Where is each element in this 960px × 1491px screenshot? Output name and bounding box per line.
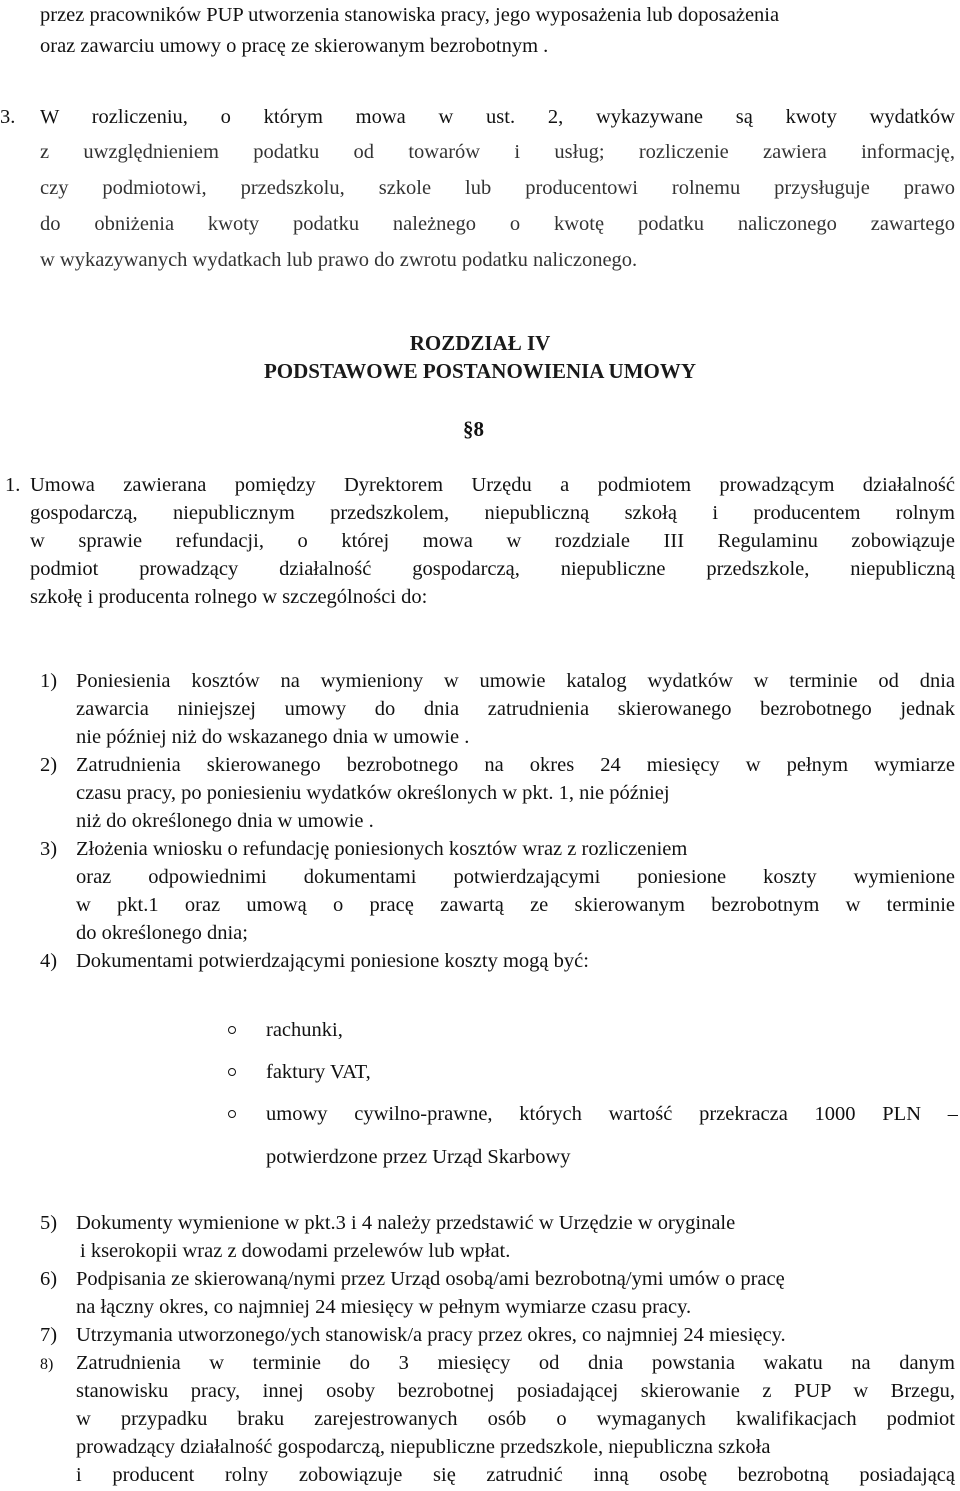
item-1-number: 1) bbox=[40, 670, 58, 692]
point-3-line-2: z uwzględnieniem podatku od towarów i usług; rozliczenie zawiera informację, bbox=[40, 141, 955, 163]
clause-1-line-3: w sprawie refundacji, o której mowa w rozdziale III Regulaminu zobowiązuje bbox=[30, 530, 955, 552]
item-3-line-4: do określonego dnia; bbox=[76, 922, 248, 944]
item-5-line-1: Dokumenty wymienione w pkt.3 i 4 należy przedstawić w Urzędzie w oryginale bbox=[76, 1212, 736, 1234]
point-3-line-3: czy podmiotowi, przedszkolu, szkole lub producentowi rolnemu przysługuje prawo bbox=[40, 177, 955, 199]
item-8-line-4: prowadzący działalność gospodarczą, niepubliczne przedszkole, niepubliczna szkoła bbox=[76, 1436, 771, 1458]
bullet-item-1: rachunki, bbox=[266, 1019, 343, 1041]
intro-line-2: oraz zawarciu umowy o pracę ze skierowanym bezrobotnym . bbox=[40, 35, 549, 57]
item-2-line-3: niż do określonego dnia w umowie . bbox=[76, 810, 374, 832]
item-2-line-2: czasu pracy, po poniesieniu wydatków określonych w pkt. 1, nie później bbox=[76, 782, 670, 804]
chapter-subtitle: PODSTAWOWE POSTANOWIENIA UMOWY bbox=[263, 359, 697, 383]
chapter-title: ROZDZIAŁ IV bbox=[409, 331, 551, 355]
item-3-line-2: oraz odpowiednimi dokumentami potwierdzającymi poniesione koszty wymienione bbox=[76, 866, 955, 888]
item-4-number: 4) bbox=[40, 950, 58, 972]
item-4-line-1: Dokumentami potwierdzającymi poniesione koszty mogą być: bbox=[76, 950, 589, 972]
item-5-line-2: i kserokopii wraz z dowodami przelewów lub wpłat. bbox=[80, 1240, 511, 1262]
bullet-item-2: faktury VAT, bbox=[266, 1061, 371, 1083]
item-6-line-1: Podpisania ze skierowaną/nymi przez Urząd osobą/ami bezrobotną/ymi umów o pracę bbox=[76, 1268, 785, 1290]
item-1-line-3: nie później niż do wskazanego dnia w umowie . bbox=[76, 726, 470, 748]
item-7-line-1: Utrzymania utworzonego/ych stanowisk/a pracy przez okres, co najmniej 24 miesięcy. bbox=[76, 1324, 786, 1346]
bullet-item-3-continuation: potwierdzone przez Urząd Skarbowy bbox=[266, 1146, 571, 1168]
clause-1-line-4: podmiot prowadzący działalność gospodarczą, niepubliczne przedszkole, niepubliczną bbox=[30, 558, 955, 580]
intro-line-1: przez pracowników PUP utworzenia stanowiska pracy, jego wyposażenia lub doposażenia bbox=[40, 4, 780, 26]
item-8-number: 8) bbox=[40, 1356, 54, 1373]
point-3-line-1: W rozliczeniu, o którym mowa w ust. 2, wykazywane są kwoty wydatków bbox=[40, 106, 955, 128]
item-1-line-1: Poniesienia kosztów na wymieniony w umowie katalog wydatków w terminie od dnia bbox=[76, 670, 955, 692]
item-3-line-1: Złożenia wniosku o refundację poniesionych kosztów wraz z rozliczeniem bbox=[76, 838, 688, 860]
item-8-line-5: i producent rolny zobowiązuje się zatrudnić inną osobę bezrobotną posiadającą bbox=[76, 1464, 955, 1486]
item-3-number: 3) bbox=[40, 838, 58, 860]
item-1-line-2: zawarcia niniejszej umowy do dnia zatrudnienia skierowanego bezrobotnego jednak bbox=[76, 698, 955, 720]
bullet-item-3: umowy cywilno-prawne, których wartość przekracza 1000 PLN – bbox=[266, 1103, 958, 1125]
point-3-line-4: do obniżenia kwoty podatku należnego o kwotę podatku naliczonego zawartego bbox=[40, 213, 955, 235]
item-3-line-3: w pkt.1 oraz umową o pracę zawartą ze skierowanym bezrobotnym w terminie bbox=[76, 894, 955, 916]
item-5-number: 5) bbox=[40, 1212, 58, 1234]
clause-1-line-1: Umowa zawierana pomiędzy Dyrektorem Urzędu a podmiotem prowadzącym działalność bbox=[30, 474, 955, 496]
point-3-number: 3. bbox=[0, 106, 16, 128]
item-2-line-1: Zatrudnienia skierowanego bezrobotnego na okres 24 miesięcy w pełnym wymiarze bbox=[76, 754, 955, 776]
item-8-line-1: Zatrudnienia w terminie do 3 miesięcy od dnia powstania wakatu na danym bbox=[76, 1352, 955, 1374]
paragraph-mark: §8 bbox=[463, 417, 484, 441]
point-3-line-5: w wykazywanych wydatkach lub prawo do zwrotu podatku naliczonego. bbox=[40, 249, 638, 271]
item-7-number: 7) bbox=[40, 1324, 58, 1346]
item-2-number: 2) bbox=[40, 754, 58, 776]
clause-1-number: 1. bbox=[5, 474, 21, 496]
clause-1-line-5: szkołę i producenta rolnego w szczególności do: bbox=[30, 586, 428, 608]
item-6-line-2: na łączny okres, co najmniej 24 miesięcy w pełnym wymiarze czasu pracy. bbox=[76, 1296, 692, 1318]
item-8-line-2: stanowisku pracy, innej osoby bezrobotnej posiadającej skierowanie z PUP w Brzegu, bbox=[76, 1380, 955, 1402]
item-8-line-3: w przypadku braku zarejestrowanych osób o wymaganych kwalifikacjach podmiot bbox=[76, 1408, 955, 1430]
bullet-circle-icon bbox=[228, 1026, 236, 1034]
bullet-circle-icon bbox=[228, 1068, 236, 1076]
clause-1-line-2: gospodarczą, niepublicznym przedszkolem, niepubliczną szkołą i producentem rolnym bbox=[30, 502, 955, 524]
item-6-number: 6) bbox=[40, 1268, 58, 1290]
bullet-circle-icon bbox=[228, 1110, 236, 1118]
